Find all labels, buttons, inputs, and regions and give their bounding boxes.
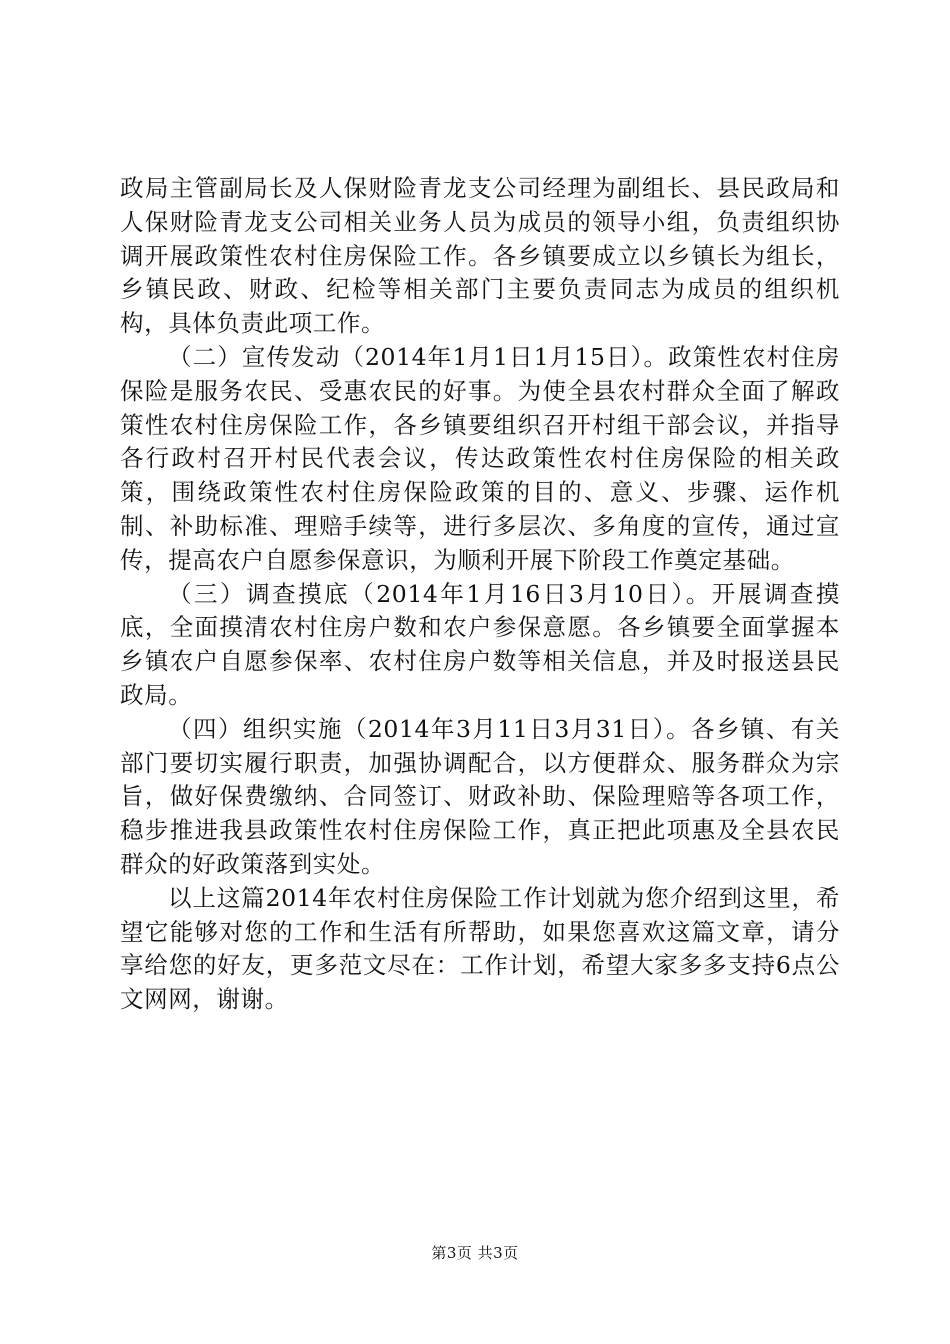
paragraph-continuation: 政局主管副局长及人保财险青龙支公司经理为副组长、县民政局和人保财险青龙支公司相关业务人员为成员的领导小组，负责组织协调开展政策性农村住房保险工作。各乡镇要成立以乡镇长为组长，乡镇民政、财政、纪检等相关部门主要负责同志为成员的组织机构，具体负责此项工作。: [120, 174, 840, 338]
paragraph-publicity: （二）宣传发动（2014年1月1日1月15日）。政策性农村住房保险是服务农民、受惠农民的好事。为使全县农村群众全面了解政策性农村住房保险工作，各乡镇要组织召开村组干部会议，并指导各行政村召开村民代表会议，传达政策性农村住房保险的相关政策，围绕政策性农村住房保险政策的目的、意义、步骤、运作机制、补助标准、理赔手续等，进行多层次、多角度的宣传，通过宣传，提高农户自愿参保意识，为顺利开展下阶段工作奠定基础。: [120, 342, 840, 574]
document-body: [120, 172, 840, 1017]
paragraph-survey: （三）调查摸底（2014年1月16日3月10日）。开展调查摸底，全面摸清农村住房户数和农户参保意愿。各乡镇要全面掌握本乡镇农户自愿参保率、农村住房户数等相关信息，并及时报送县民政局。: [120, 579, 840, 709]
paragraph-closing: 以上这篇2014年农村住房保险工作计划就为您介绍到这里，希望它能够对您的工作和生活有所帮助，如果您喜欢这篇文章，请分享给您的好友，更多范文尽在：工作计划，希望大家多多支持6点公文网网，谢谢。: [120, 883, 840, 1014]
paragraph-implementation: （四）组织实施（2014年3月11日3月31日）。各乡镇、有关部门要切实履行职责，加强协调配合，以方便群众、服务群众为宗旨，做好保费缴纳、合同签订、财政补助、保险理赔等各项工作，稳步推进我县政策性农村住房保险工作，真正把此项惠及全县农民群众的好政策落到实处。: [120, 714, 840, 878]
page-number-footer: 第3页 共3页: [431, 1244, 519, 1262]
